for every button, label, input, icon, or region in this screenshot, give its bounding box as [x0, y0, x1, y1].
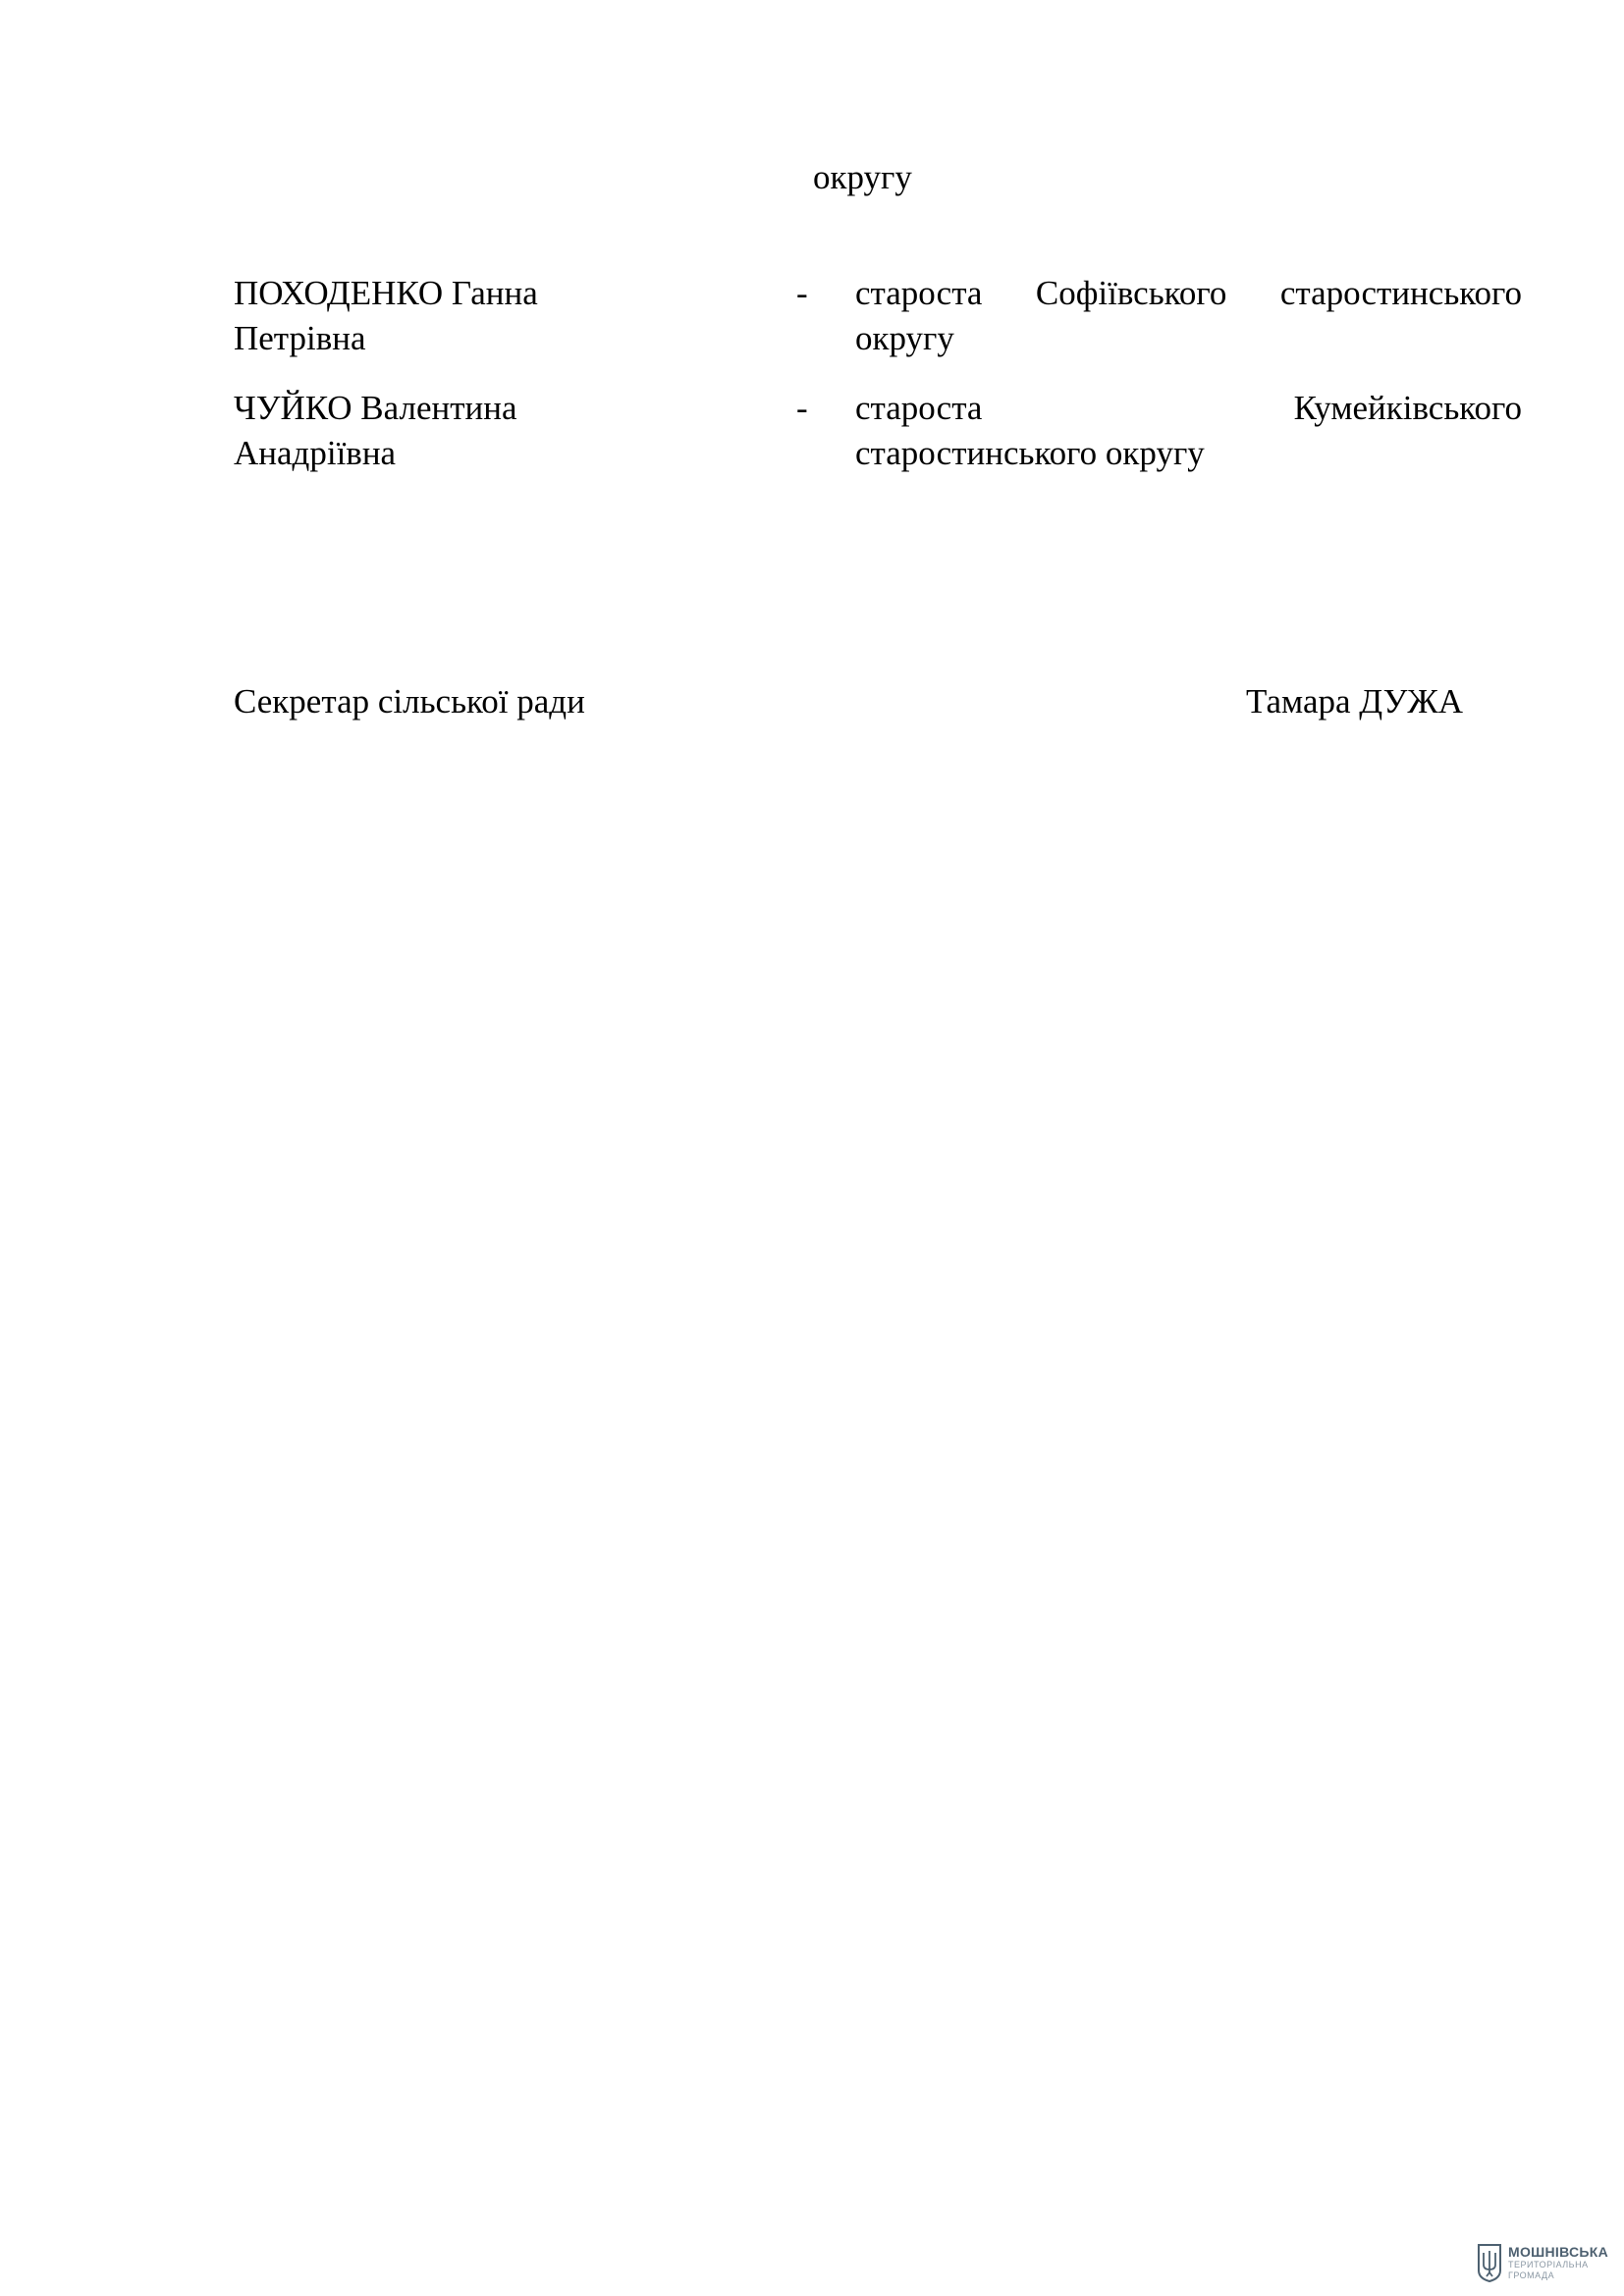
member-role-line: староста Кумейківського: [855, 389, 1522, 427]
member-name: [234, 271, 646, 361]
watermark-line: МОШНІВСЬКА: [1508, 2244, 1609, 2260]
member-role-line: округу: [855, 319, 954, 357]
member-name-line: Петрівна: [234, 319, 366, 357]
member-dash: -: [796, 389, 808, 427]
member-name-line: ПОХОДЕНКО Ганна: [234, 274, 538, 312]
member-name: [234, 386, 646, 476]
member-role: [855, 271, 1522, 361]
member-role-line: староста Софіївського старостинського: [855, 274, 1522, 312]
community-watermark: [1477, 2241, 1608, 2284]
member-name-line: Анадріївна: [234, 434, 397, 472]
signatory-position: Секретар сільської ради: [234, 682, 585, 721]
trident-emblem-icon: [1477, 2243, 1502, 2282]
member-dash: -: [796, 274, 808, 312]
member-name-line: ЧУЙКО Валентина: [234, 389, 517, 427]
member-role: [855, 386, 1522, 476]
watermark-line: ГРОМАДА: [1508, 2270, 1555, 2280]
signatory-name: Тамара ДУЖА: [1246, 682, 1463, 721]
continuation-text: округу: [813, 158, 912, 196]
watermark-text: [1508, 2245, 1608, 2280]
watermark-line: ТЕРИТОРІАЛЬНА: [1508, 2260, 1589, 2269]
member-role-line: старостинського округу: [855, 434, 1205, 472]
